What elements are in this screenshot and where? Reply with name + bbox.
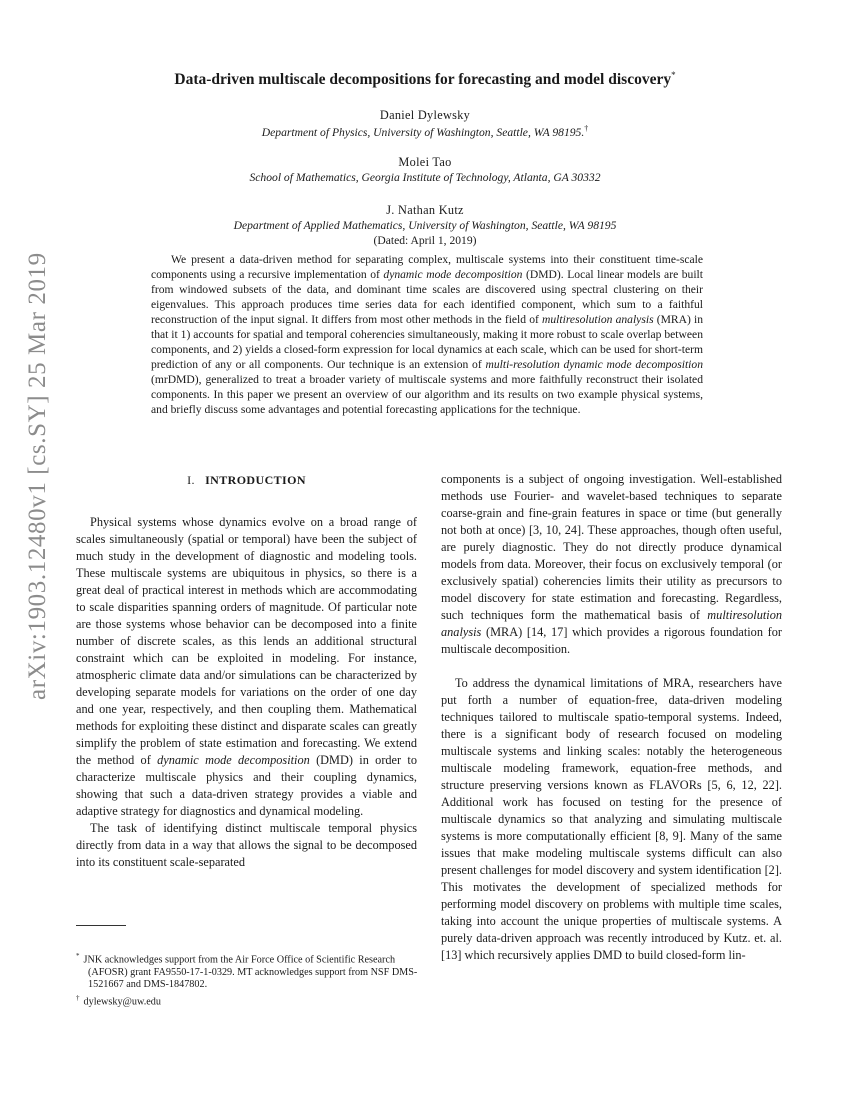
section-number: I. [187, 473, 195, 487]
author-affiliation: Department of Applied Mathematics, University of Washington, Seattle, WA 98195 [233, 219, 617, 232]
abstract [151, 252, 703, 417]
left-column [76, 472, 417, 871]
paragraph-text: components is a subject of ongoing investigation. Well-established methods use Fourier- and wavelet-based techniques to separate coarse-grain and fine-grain features in space or time (but generally not both at once) [3, 10, 24]. These approaches, though often useful, are purely diagnostic. They do not directly produce dynamical models from data. Moreover, their focus on exclusively temporal (or exclusively spatial) coherencies limits their utility as precursors to model discovery for state estimation and forecasting. Regardless, such techniques form the mathematical basis of [441, 472, 782, 622]
affiliation-footnote-mark: † [584, 124, 589, 133]
author-name: J. Nathan Kutz [386, 203, 464, 217]
footnote-text: JNK acknowledges support from the Air Force Office of Scientific Research (AFOSR) grant FA9550-17-1-0329. MT acknowledges support from NSF DMS-1521667 and DMS-1847802. [83, 954, 418, 991]
author-name: Molei Tao [398, 155, 452, 169]
body-paragraph [76, 514, 417, 820]
footnote [76, 950, 422, 992]
abstract-text: (mrDMD), generalized to treat a broader variety of multiscale systems and more faithfully reconstruct their isolated components. In this paper we present an overview of our algorithm and its results on two example physical systems, and briefly discuss some advantages and potential forecasting applications for the technique. [151, 373, 703, 416]
footnote-mark: † [76, 993, 80, 1002]
author-name: Daniel Dylewsky [379, 108, 471, 122]
abstract-emphasis: multi-resolution dynamic mode decomposition [485, 358, 703, 371]
abstract-text: (MRA) in that it 1) accounts for spatial and temporal coherencies simultaneously, making it more robust to scale overlap between components, and 2) yields a closed-form expression for local dynamics at each scale, which can be used for short-term prediction of any or all components. Our technique is an extension of [151, 313, 704, 371]
section-heading [76, 472, 417, 489]
author-affiliation [100, 124, 750, 139]
body-paragraph: The task of identifying distinct multiscale temporal physics directly from data in a way that allows the signal to be decomposed into its constituent scale-separated [76, 821, 417, 869]
paragraph-emphasis: multiresolution analysis [441, 608, 782, 639]
body-paragraph [441, 471, 782, 658]
affiliation-text: Department of Physics, University of Washington, Seattle, WA 98195. [261, 125, 585, 139]
paragraph-text: (DMD) in order to characterize multiscale physics and their coupling dynamics, showing that such a data-driven strategy provides a viable and adaptive strategy for diagnostics and dynamical modeling. [76, 753, 417, 818]
arxiv-identifier: arXiv:1903.12480v1 [cs.SY] 25 Mar 2019 [24, 252, 51, 700]
paper-title-text: Data-driven multiscale decompositions for forecasting and model discovery [174, 71, 672, 89]
paper-title [100, 70, 750, 89]
body-paragraph: To address the dynamical limitations of MRA, researchers have put forth a number of equation-free, data-driven modeling techniques tailored to multiscale spatio-temporal systems. Indeed, there is a significant body of research focused on modeling multiscale systems and linking scales: notably the heterogeneous multiscale modeling framework, equation-free methods, and structure preserving versions known as FLAVORs [5, 6, 12, 22]. Additional work has focused on testing for the presence of multiscale dynamics so that analyzing and simulating multiscale systems is more computationally efficient [8, 9]. Many of the same issues that make modeling multiscale systems difficult can also present challenges for model discovery and system identification [2]. This motivates the development of specialized methods for performing model discovery on problems with multiple time scales, taking into account the unique properties of multiscale systems. A purely data-driven approach was recently introduced by Kutz. et. al.[13] which recursively applies DMD to build closed-form lin- [441, 676, 782, 962]
footnote-divider [76, 925, 126, 926]
abstract-emphasis: multiresolution analysis [542, 313, 654, 326]
paragraph-emphasis: dynamic mode decomposition [157, 753, 310, 767]
footnotes [76, 950, 422, 1009]
paragraph-text: (MRA) [14, 17] which provides a rigorous foundation for multiscale decomposition. [441, 625, 782, 656]
abstract-text: (DMD). Local linear models are built from windowed subsets of the data, and dominant time scales are discovered using spectral clustering on their eigenvalues. This approach produces time series data for each identified component, which sum to a faithful reconstruction of the input signal. It differs from most other methods in the field of [151, 268, 704, 326]
right-column [441, 471, 782, 964]
author-affiliation: School of Mathematics, Georgia Institute of Technology, Atlanta, GA 30332 [249, 171, 601, 184]
footnote-text: dylewsky@uw.edu [83, 996, 161, 1008]
section-title: INTRODUCTION [205, 473, 306, 487]
footnote-mark: * [76, 952, 80, 960]
title-footnote-mark: * [671, 70, 676, 80]
abstract-text: We present a data-driven method for separating complex, multiscale systems into their constituent time-scale components using a recursive implementation of [151, 253, 703, 281]
abstract-emphasis: dynamic mode decomposition [383, 268, 523, 281]
date-line: (Dated: April 1, 2019) [373, 234, 477, 247]
footnote [76, 992, 422, 1009]
paragraph-text: Physical systems whose dynamics evolve on a broad range of scales simultaneously (spatial or temporal) have been the subject of much study in the development of diagnostic and modeling tools. These multiscale systems are ubiquitous in physics, so there is a great deal of practical interest in methods which are accommodating to scale disparities spanning orders of magnitude. Of particular note are those systems whose behavior can be decomposed into a finite number of discrete scales, as this lends an additional structural constraint which can be exploited in modeling. For instance, atmospheric climate data and/or simulations can be characterized by developing separate models for variations on the order of one day and one year, respectively, and then coupling them. Mathematical methods for exploiting these distinct and disparate scales can greatly simplify the problem of state estimation and forecasting. We extend the method of [76, 515, 417, 767]
